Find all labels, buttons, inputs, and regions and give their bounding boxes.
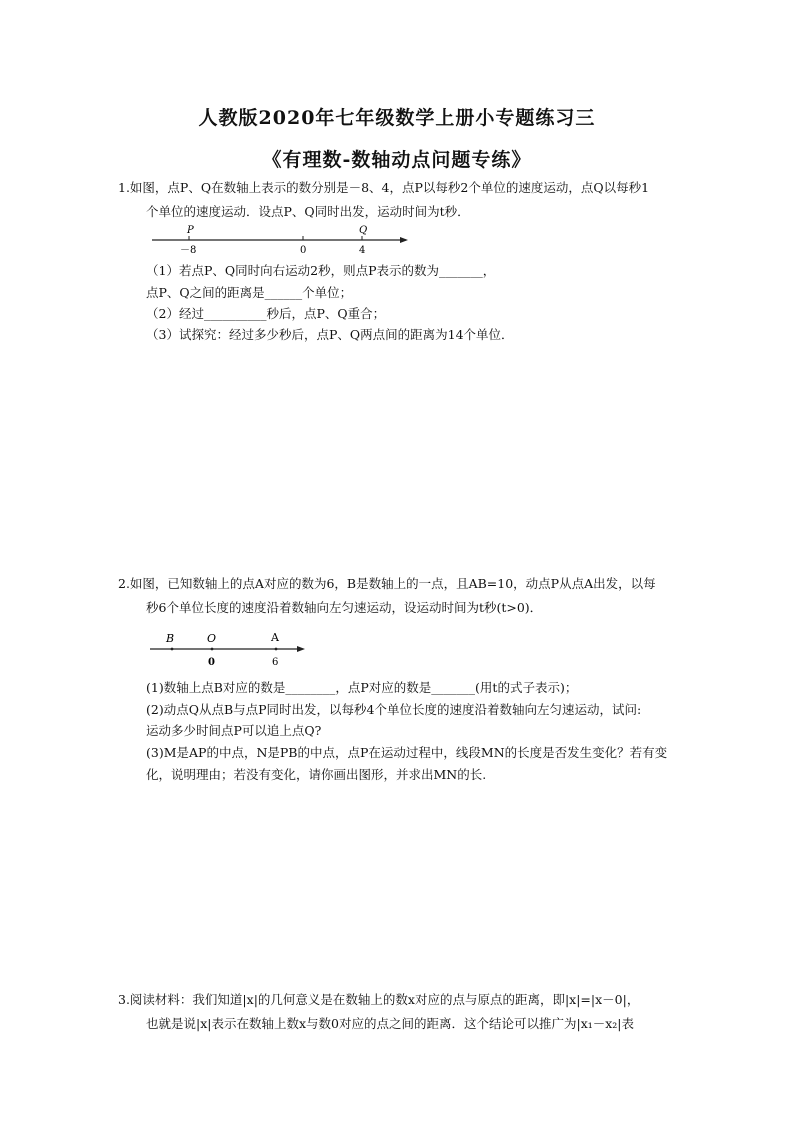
document-title: 人教版2020年七年级数学上册小专题练习三: [198, 107, 596, 129]
q1-stem-line1: 1.如图，点P、Q在数轴上表示的数分别是－8、4，点P以每秒2个单位的速度运动，点Q以每秒1: [118, 180, 650, 195]
q2-stem-line1: 2.如图，已知数轴上的点A对应的数为6，B是数轴上的一点，且AB=10，动点P从点A出发，以每: [118, 576, 656, 591]
q2-part2-line1: (2)动点Q从点B与点P同时出发，以每秒4个单位长度的速度沿着数轴向左匀速运动，试问:: [146, 702, 642, 717]
q2-part1: (1)数轴上点B对应的数是________，点P对应的数是_______(用t的式子表示)；: [146, 680, 578, 695]
q1-point-p-label: P: [187, 225, 194, 236]
q2-part2-line2: 运动多少时间点P可以追上点Q?: [146, 723, 322, 738]
q2-point-a-label: A: [271, 631, 279, 644]
q2-part3-line1: (3)M是AP的中点，N是PB的中点，点P在运动过程中，线段MN的长度是否发生变化？若有变: [146, 745, 668, 760]
q2-point-a-dot: [275, 648, 278, 651]
q2-point-b-dot: [171, 648, 174, 651]
document-subtitle: 《有理数-数轴动点问题专练》: [262, 149, 532, 171]
q2-tick-label-0: 0: [208, 657, 215, 668]
q2-point-o-dot: [211, 648, 214, 651]
q2-point-b-label: B: [166, 632, 175, 645]
q1-tick-label-0: 0: [300, 245, 307, 256]
q2-number-line: [148, 628, 313, 670]
q1-part2: （2）经过__________秒后，点P、Q重合；: [146, 306, 386, 321]
q3-line2: 也就是说|x|表示在数轴上数x与数0对应的点之间的距离．这个结论可以推广为|x₁－x₂|表: [146, 1016, 635, 1031]
q1-part1-line2: 点P、Q之间的距离是______个单位；: [146, 285, 353, 300]
q1-tick-label-4: 4: [359, 245, 366, 256]
q1-point-q-label: Q: [359, 225, 368, 236]
q2-tick-label-6: 6: [272, 657, 279, 668]
q1-stem-line2: 个单位的速度运动．设点P、Q同时出发，运动时间为t秒．: [146, 204, 470, 219]
q3-line1: 3.阅读材料：我们知道|x|的几何意义是在数轴上的数x对应的点与原点的距离，即|x|=|x－0|，: [118, 992, 640, 1007]
q1-part1-line1: （1）若点P、Q同时向右运动2秒，则点P表示的数为_______，: [146, 263, 496, 278]
q1-axis-arrow: [400, 237, 408, 243]
q2-stem-line2: 秒6个单位长度的速度沿着数轴向左匀速运动，设运动时间为t秒(t>0)．: [146, 600, 543, 615]
q1-part3: （3）试探究：经过多少秒后，点P、Q两点间的距离为14个单位．: [146, 327, 514, 342]
q2-point-o-label: O: [207, 632, 217, 645]
q2-part3-line2: 化，说明理由；若没有变化，请你画出图形，并求出MN的长.: [146, 767, 487, 782]
q1-tick-label-neg8: －8: [180, 245, 197, 256]
q1-number-line: [150, 222, 415, 258]
q2-axis-arrow: [297, 646, 305, 652]
